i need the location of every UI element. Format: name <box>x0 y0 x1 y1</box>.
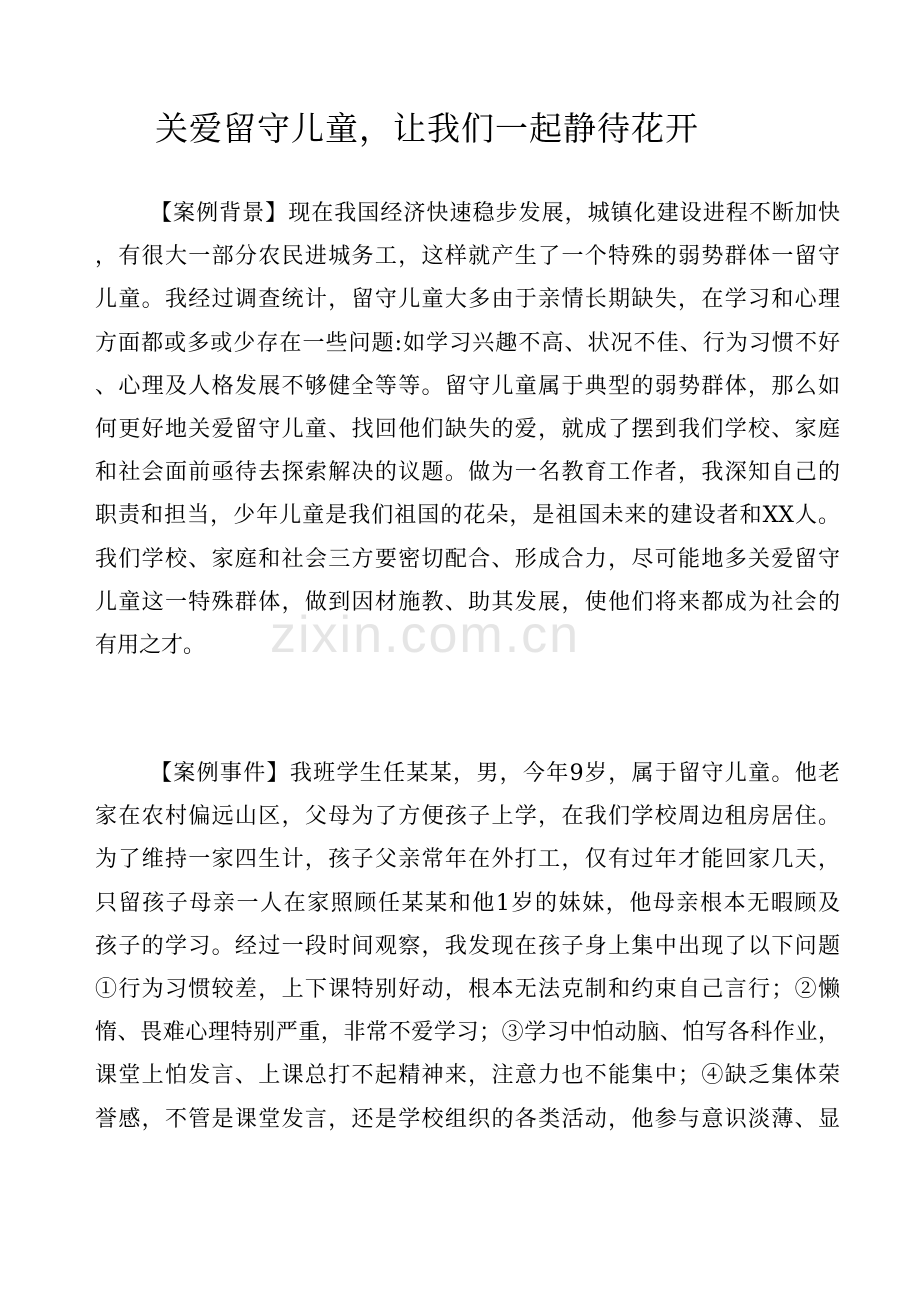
watermark: zixin.com.cn <box>270 606 581 664</box>
text-line: 只留孩子母亲一人在家照顾任某某和他1岁的妹妹，他母亲根本无暇顾及 <box>95 890 840 916</box>
text-line: 儿童。我经过调查统计，留守儿童大多由于亲情长期缺失，在学习和心理 <box>95 287 840 313</box>
text-line: 、心理及人格发展不够健全等等。留守儿童属于典型的弱势群体，那么如 <box>95 373 840 399</box>
text-line: 惰、畏难心理特别严重，非常不爱学习；③学习中怕动脑、怕写各科作业， <box>95 1020 840 1046</box>
paragraph-case-event <box>95 752 840 1141</box>
text-line: 孩子的学习。经过一段时间观察，我发现在孩子身上集中出现了以下问题 <box>95 933 840 959</box>
document-title: 关爱留守儿童，让我们一起静待花开 <box>155 109 699 148</box>
text-line: 方面都或多或少存在一些问题:如学习兴趣不高、状况不佳、行为习惯不好 <box>95 330 840 356</box>
text-line: 【案例事件】我班学生任某某，男，今年9岁，属于留守儿童。他老 <box>150 761 840 786</box>
text-line: 【案例背景】现在我国经济快速稳步发展，城镇化建设进程不断加快 <box>150 201 840 226</box>
text-line: 职责和担当，少年儿童是我们祖国的花朵，是祖国未来的建设者和XX人。 <box>95 503 840 529</box>
paragraph-case-background <box>95 192 840 667</box>
text-line: 有用之才。 <box>95 632 206 658</box>
text-line: ①行为习惯较差，上下课特别好动，根本无法克制和约束自己言行；②懒 <box>95 976 840 1002</box>
text-line: 儿童这一特殊群体，做到因材施教、助其发展，使他们将来都成为社会的 <box>95 589 840 615</box>
text-line: 为了维持一家四生计，孩子父亲常年在外打工，仅有过年才能回家几天， <box>95 847 840 873</box>
text-line: 课堂上怕发言、上课总打不起精神来，注意力也不能集中；④缺乏集体荣 <box>95 1063 840 1089</box>
text-line: 我们学校、家庭和社会三方要密切配合、形成合力，尽可能地多关爱留守 <box>95 546 840 572</box>
text-line: 家在农村偏远山区，父母为了方便孩子上学，在我们学校周边租房居住。 <box>95 804 840 830</box>
text-line: 誉感，不管是课堂发言，还是学校组织的各类活动，他参与意识淡薄、显 <box>95 1106 840 1132</box>
text-line: ，有很大一部分农民进城务工，这样就产生了一个特殊的弱势群体一留守 <box>95 244 840 270</box>
text-line: 和社会面前亟待去探索解决的议题。做为一名教育工作者，我深知自己的 <box>95 460 840 486</box>
text-line: 何更好地关爱留守儿童、找回他们缺失的爱，就成了摆到我们学校、家庭 <box>95 416 840 442</box>
